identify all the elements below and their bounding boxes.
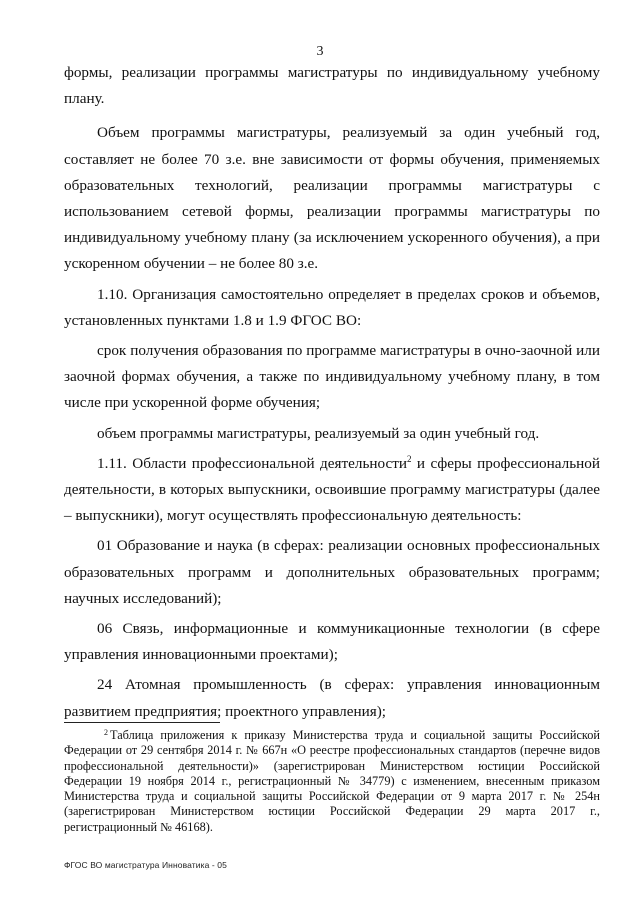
paragraph-4: срок получения образования по программе магистратуры в очно-заочной или заочной формах обучения, а также по индивидуальному учебному плану, в том числе при ускоренной форме обучения;: [64, 342, 600, 412]
footnote-mark: 2: [104, 728, 108, 737]
document-body: [64, 60, 600, 725]
footnote-paragraph: [64, 728, 600, 835]
footnote: [64, 728, 600, 835]
footnote-text: Таблица приложения к приказу Министерства труда и социальной защиты Российской Федерации от 29 сентября 2014 г. № 667н «О реестре профессиональных стандартов (перечне видов профессиональной деятельности)» (зарегистрирован Министерством юстиции Российской Федерации 19 ноября 2014 г., регистрационный № 34779) с изменением, внесенным приказом Министерства труда и социальной защиты Российской Федерации от 9 марта 2017 г. № 254н (зарегистрирован Министерством юстиции Российской Федерации 29 марта 2017 г., регистрационный № 46168).: [64, 728, 600, 834]
paragraph-1: формы, реализации программы магистратуры по индивидуальному учебному плану.: [64, 64, 600, 108]
paragraph-9: 24 Атомная промышленность (в сферах: управления инновационным развитием предприятия; проектного управления);: [64, 676, 600, 720]
paragraph-6-start: 1.11. Области профессиональной деятельности: [97, 454, 407, 472]
paragraph-5: объем программы магистратуры, реализуемый за один учебный год.: [97, 424, 540, 442]
footnote-reference: 2: [406, 453, 412, 464]
page-number: 3: [316, 44, 324, 59]
paragraph-6-end: и сферы профессиональной деятельности, в которых выпускники, освоившие программу магистратуры (далее – выпускники), могут осуществлять профессиональную деятельность:: [64, 454, 600, 525]
paragraph-2: Объем программы магистратуры, реализуемый за один учебный год, составляет не более 70 з.е. вне зависимости от формы обучения, применяемых образовательных технологий, реализации программы магистратуры с использованием сетевой формы, реализации программы магистратуры по индивидуальному учебному плану (за исключением ускоренного обучения), а при ускоренном обучении – не более 80 з.е.: [64, 124, 600, 273]
paragraph-6: [64, 451, 600, 530]
footnote-separator: [64, 722, 220, 723]
document-footer: ФГОС ВО магистратура Инноватика - 05: [64, 860, 227, 870]
paragraph-7: 01 Образование и наука (в сферах: реализации основных профессиональных образовательных программ и дополнительных образовательных программ; научных исследований);: [64, 537, 600, 607]
paragraph-3: 1.10. Организация самостоятельно определяет в пределах сроков и объемов, установленных пунктами 1.8 и 1.9 ФГОС ВО:: [64, 285, 600, 329]
paragraph-8: 06 Связь, информационные и коммуникационные технологии (в сфере управления инновационными проектами);: [64, 620, 600, 664]
